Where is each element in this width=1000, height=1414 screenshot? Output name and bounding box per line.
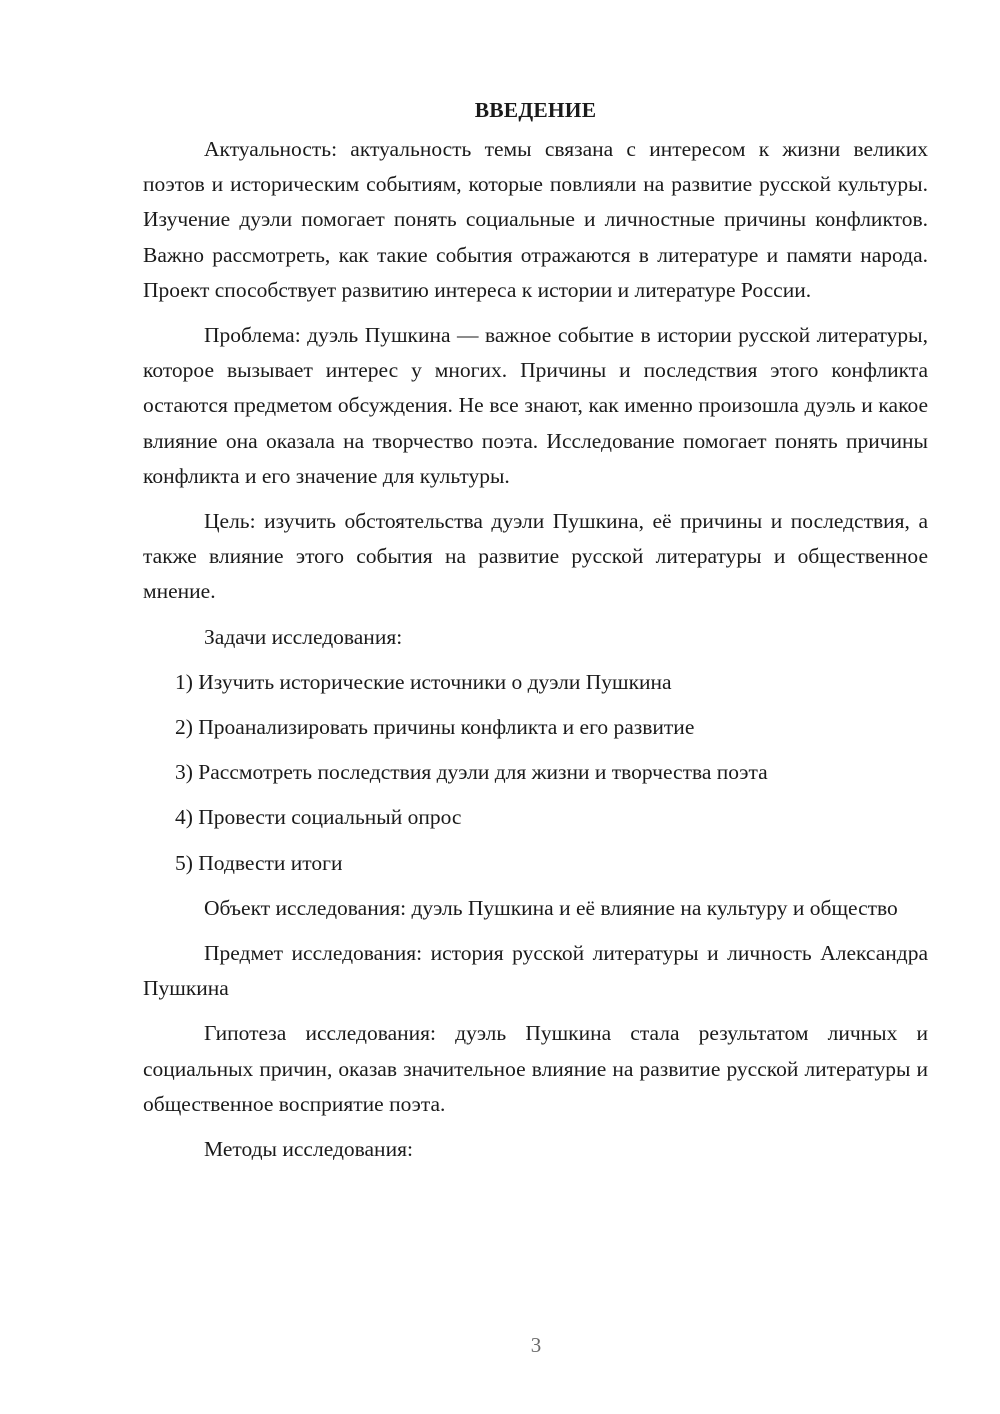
task-item-3: 3) Рассмотреть последствия дуэли для жизни и творчества поэта [175,760,768,785]
document-page [143,92,928,1177]
tasks-heading: Задачи исследования: [204,624,403,649]
relevance-paragraph: Актуальность: актуальность темы связана с интересом к жизни великих поэтов и историческим событиям, которые повлияли на развитие русской культуры. Изучение дуэли помогает понять социальные и личностные причины конфликтов. Важно рассмотреть, как такие события отражаются в литературе и памяти народа. Проект способствует развитию интереса к истории и литературе России. [143,137,928,302]
page-number: 3 [530,1333,542,1357]
hypothesis-paragraph: Гипотеза исследования: дуэль Пушкина стала результатом личных и социальных причин, оказав значительное влияние на развитие русской литературы и общественное восприятие поэта. [143,1021,928,1116]
object-paragraph: Объект исследования: дуэль Пушкина и её влияние на культуру и общество [204,895,898,920]
task-item-5: 5) Подвести итоги [175,850,343,875]
task-item-4: 4) Провести социальный опрос [175,805,462,830]
goal-paragraph: Цель: изучить обстоятельства дуэли Пушкина, её причины и последствия, а также влияние этого события на развитие русской литературы и общественное мнение. [143,509,928,604]
methods-heading: Методы исследования: [204,1137,413,1162]
task-item-2: 2) Проанализировать причины конфликта и его развитие [175,715,695,740]
task-item-1: 1) Изучить исторические источники о дуэли Пушкина [175,669,672,694]
subject-paragraph: Предмет исследования: история русской литературы и личность Александра Пушкина [143,941,928,1001]
problem-paragraph: Проблема: дуэль Пушкина — важное событие в истории русской литературы, которое вызывает интерес у многих. Причины и последствия этого конфликта остаются предметом обсуждения. Не все знают, как именно произошла дуэль и какое влияние она оказала на творчество поэта. Исследование помогает понять причины конфликта и его значение для культуры. [143,323,928,488]
section-heading: ВВЕДЕНИЕ [474,98,597,122]
